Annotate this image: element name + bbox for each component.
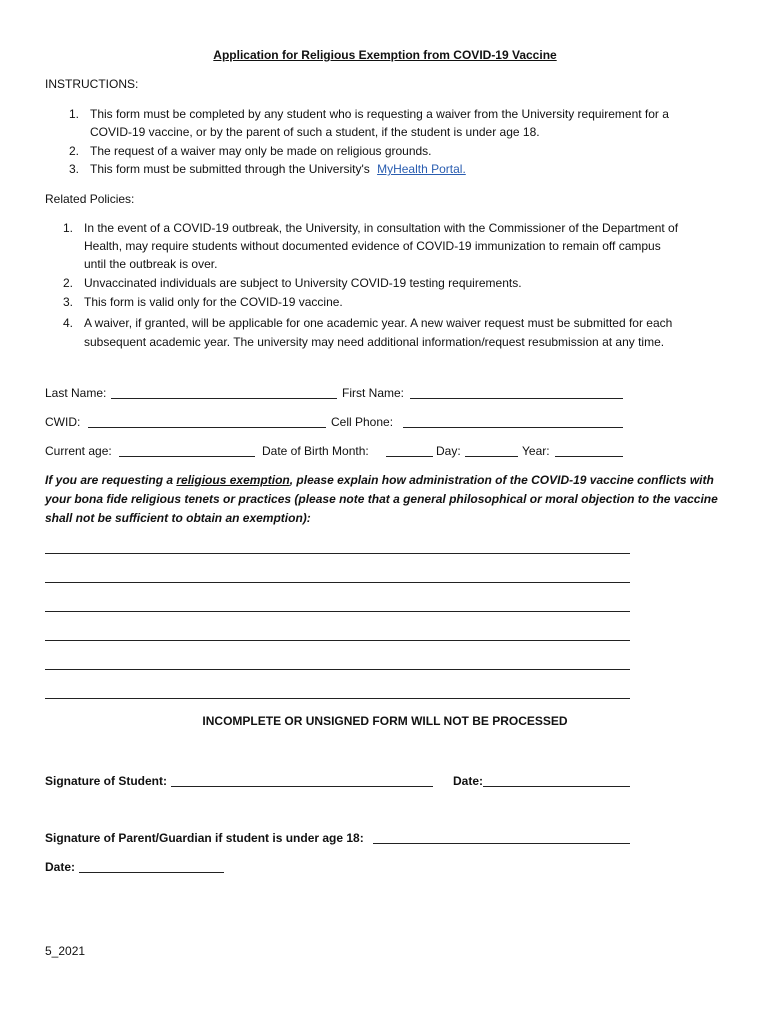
instruction-text: This form must be completed by any student who is requesting a waiver from the University requirement for a xyxy=(90,107,669,121)
dob-year-label: Year: xyxy=(522,444,550,458)
policy-text: Health, may require students without documented evidence of COVID-19 immunization to remain off campus xyxy=(84,239,661,253)
cell-phone-field[interactable] xyxy=(403,427,623,428)
explanation-line-3[interactable] xyxy=(45,611,630,612)
explanation-prompt-line: shall not be sufficient to obtain an exemption): xyxy=(45,511,311,525)
dob-month-label: Date of Birth Month: xyxy=(262,444,369,458)
current-age-field[interactable] xyxy=(119,456,255,457)
current-age-label: Current age: xyxy=(45,444,112,458)
instructions-heading: INSTRUCTIONS: xyxy=(45,77,139,91)
student-signature-label: Signature of Student: xyxy=(45,774,167,788)
dob-day-field[interactable] xyxy=(465,456,518,457)
dob-year-field[interactable] xyxy=(555,456,623,457)
cwid-label: CWID: xyxy=(45,415,81,429)
student-date-label: Date: xyxy=(453,774,484,788)
student-signature-field[interactable] xyxy=(171,786,433,787)
explanation-suffix: , please explain how administration of the COVID-19 vaccine conflicts with xyxy=(289,473,714,487)
instruction-number: 2. xyxy=(68,144,79,158)
policy-text: This form is valid only for the COVID-19 vaccine. xyxy=(84,295,343,309)
policy-text: subsequent academic year. The university may need additional information/request resubmission at any time. xyxy=(84,335,665,349)
policy-text: Unvaccinated individuals are subject to University COVID-19 testing requirements. xyxy=(84,276,522,290)
policy-number: 1. xyxy=(62,221,73,235)
explanation-line-4[interactable] xyxy=(45,640,630,641)
dob-day-label: Day: xyxy=(436,444,461,458)
explanation-prompt xyxy=(45,473,714,487)
policy-number: 4. xyxy=(62,316,73,330)
policy-number: 2. xyxy=(62,276,73,290)
instruction-number: 3. xyxy=(68,162,79,176)
instruction-text: COVID-19 vaccine, or by the parent of such a student, if the student is under age 18. xyxy=(90,125,540,139)
student-date-field[interactable] xyxy=(483,786,630,787)
parent-date-field[interactable] xyxy=(79,872,224,873)
instruction-text: The request of a waiver may only be made on religious grounds. xyxy=(90,144,432,158)
myhealth-portal-link[interactable]: MyHealth Portal. xyxy=(377,162,466,176)
policy-number: 3. xyxy=(62,295,73,309)
incomplete-form-warning: INCOMPLETE OR UNSIGNED FORM WILL NOT BE PROCESSED xyxy=(202,714,568,728)
form-title: Application for Religious Exemption from COVID-19 Vaccine xyxy=(213,48,557,62)
religious-exemption-emphasis: religious exemption xyxy=(176,473,290,487)
last-name-label: Last Name: xyxy=(45,386,107,400)
policy-text: until the outbreak is over. xyxy=(84,257,218,271)
instruction-text-part: This form must be submitted through the University's xyxy=(90,162,370,176)
cwid-field[interactable] xyxy=(88,427,326,428)
first-name-field[interactable] xyxy=(410,398,623,399)
parent-signature-field[interactable] xyxy=(373,843,630,844)
policy-text: In the event of a COVID-19 outbreak, the University, in consultation with the Commissioner of the Department of xyxy=(84,221,679,235)
parent-date-label: Date: xyxy=(45,860,76,874)
explanation-line-1[interactable] xyxy=(45,553,630,554)
parent-signature-label: Signature of Parent/Guardian if student is under age 18: xyxy=(45,831,364,845)
dob-month-field[interactable] xyxy=(386,456,433,457)
last-name-field[interactable] xyxy=(111,398,337,399)
instruction-text xyxy=(90,162,466,176)
policy-text: A waiver, if granted, will be applicable for one academic year. A new waiver request must be submitted for each xyxy=(84,316,673,330)
explanation-prompt-line: your bona fide religious tenets or practices (please note that a general philosophical or moral objection to the vaccine xyxy=(45,492,718,506)
explanation-line-5[interactable] xyxy=(45,669,630,670)
explanation-line-6[interactable] xyxy=(45,698,630,699)
policies-heading: Related Policies: xyxy=(45,192,135,206)
instruction-number: 1. xyxy=(68,107,79,121)
form-version: 5_2021 xyxy=(45,944,86,958)
explanation-prefix: If you are requesting a xyxy=(45,473,177,487)
first-name-label: First Name: xyxy=(342,386,405,400)
explanation-line-2[interactable] xyxy=(45,582,630,583)
cell-phone-label: Cell Phone: xyxy=(331,415,394,429)
